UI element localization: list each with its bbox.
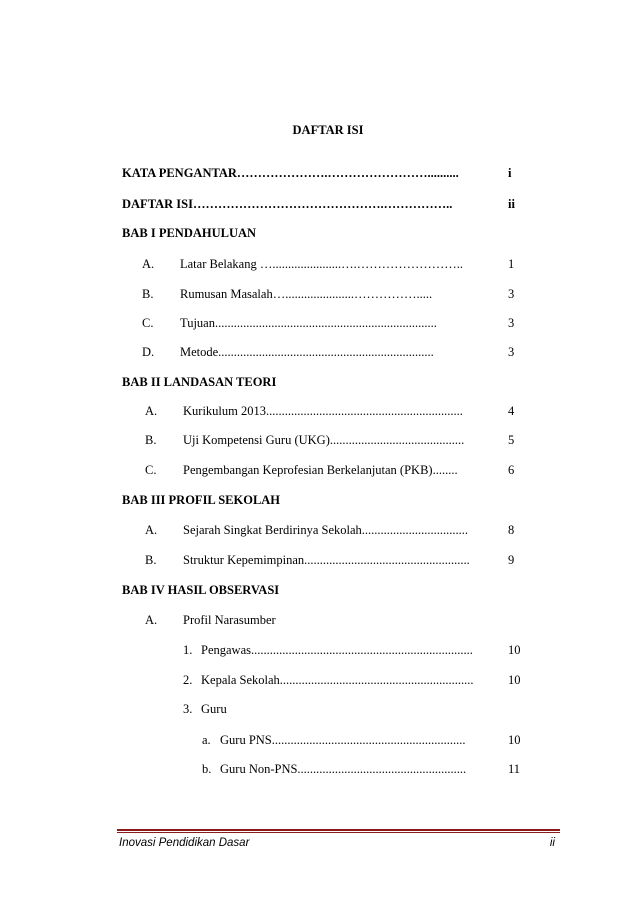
toc-entry-page-number: i [508, 166, 512, 180]
toc-entry-marker: B. [142, 287, 154, 301]
toc-entry [0, 493, 638, 511]
toc-entry-marker: C. [142, 316, 154, 330]
toc-entry [0, 345, 638, 363]
toc-entry-marker: D. [142, 345, 155, 359]
toc-entry-page-number: 9 [508, 553, 515, 567]
toc-entry [0, 375, 638, 393]
toc-entry [0, 316, 638, 334]
toc-entry-title: Latar Belakang …......................….…………………….. [180, 257, 463, 271]
toc-entry-marker: A. [145, 613, 158, 627]
toc-entry-page-number: 10 [508, 733, 521, 747]
toc-entry-marker: C. [145, 463, 157, 477]
toc-entry-marker: b. [202, 762, 212, 776]
toc-entry-title: Guru Non-PNS...................................................... [220, 762, 467, 776]
footer-page-number: ii [549, 837, 555, 849]
toc-entry-title: Kurikulum 2013............................................................... [183, 404, 463, 418]
toc-entry [0, 197, 638, 215]
toc-entry-title: BAB III PROFIL SEKOLAH [122, 493, 281, 507]
toc-entry-marker: B. [145, 433, 157, 447]
toc-entry-title: Pengawas....................................................................... [201, 643, 473, 657]
toc-entry-marker: a. [202, 733, 211, 747]
toc-entry-page-number: 11 [508, 762, 521, 776]
toc-entry [0, 613, 638, 631]
toc-entry-marker: A. [145, 404, 158, 418]
toc-entry-marker: 2. [183, 673, 193, 687]
toc-entry [0, 166, 638, 184]
toc-entry-page-number: 10 [508, 673, 521, 687]
toc-entry [0, 583, 638, 601]
toc-entry-page-number: 8 [508, 523, 515, 537]
toc-entry [0, 287, 638, 305]
toc-entry [0, 523, 638, 541]
toc-entry-title: DAFTAR ISI……………………………………….…………….. [122, 197, 453, 211]
toc-entry-title: Guru PNS.............................................................. [220, 733, 466, 747]
toc-entry-marker: A. [142, 257, 155, 271]
toc-entry-page-number: 6 [508, 463, 515, 477]
footer-rule [117, 829, 560, 831]
footer-rule-thin [117, 832, 560, 833]
toc-entry-title: Struktur Kepemimpinan..................................................... [183, 553, 470, 567]
toc-entry-page-number: 4 [508, 404, 515, 418]
toc-entry [0, 733, 638, 751]
footer-title: Inovasi Pendidikan Dasar [119, 837, 250, 849]
toc-entry-page-number: 3 [508, 316, 515, 330]
toc-entry [0, 553, 638, 571]
toc-entry [0, 226, 638, 244]
toc-entry [0, 673, 638, 691]
toc-entry-page-number: 5 [508, 433, 515, 447]
toc-entry-title: Uji Kompetensi Guru (UKG)........................................... [183, 433, 465, 447]
toc-entry-title: BAB IV HASIL OBSERVASI [122, 583, 280, 597]
toc-entry-title: Sejarah Singkat Berdirinya Sekolah.................................. [183, 523, 469, 537]
toc-entry [0, 702, 638, 720]
toc-entry-title: Tujuan....................................................................... [180, 316, 437, 330]
toc-entry [0, 643, 638, 661]
toc-entry-page-number: ii [508, 197, 515, 211]
toc-entry-page-number: 10 [508, 643, 521, 657]
toc-entry-title: Profil Narasumber [183, 613, 276, 627]
toc-entry-title: Metode..................................................................... [180, 345, 434, 359]
toc-entry [0, 257, 638, 275]
toc-entry [0, 463, 638, 481]
toc-entry [0, 433, 638, 451]
toc-entry-title: Pengembangan Keprofesian Berkelanjutan (PKB)........ [183, 463, 458, 477]
toc-entry-page-number: 1 [508, 257, 515, 271]
toc-entry-title: BAB I PENDAHULUAN [122, 226, 257, 240]
toc-entry-marker: 3. [183, 702, 193, 716]
toc-entry-page-number: 3 [508, 345, 515, 359]
toc-entry [0, 762, 638, 780]
toc-entry-page-number: 3 [508, 287, 515, 301]
page-title: DAFTAR ISI [292, 123, 364, 137]
toc-entry-title: Guru [201, 702, 227, 716]
toc-entry-title: KATA PENGANTAR………………….…………………….......... [122, 166, 459, 180]
toc-entry-marker: A. [145, 523, 158, 537]
toc-entry-marker: 1. [183, 643, 193, 657]
toc-entry-title: Rumusan Masalah…......................……………..... [180, 287, 433, 301]
toc-entry-title: BAB II LANDASAN TEORI [122, 375, 277, 389]
toc-entry-marker: B. [145, 553, 157, 567]
toc-entry-title: Kepala Sekolah.............................................................. [201, 673, 474, 687]
toc-entry [0, 404, 638, 422]
